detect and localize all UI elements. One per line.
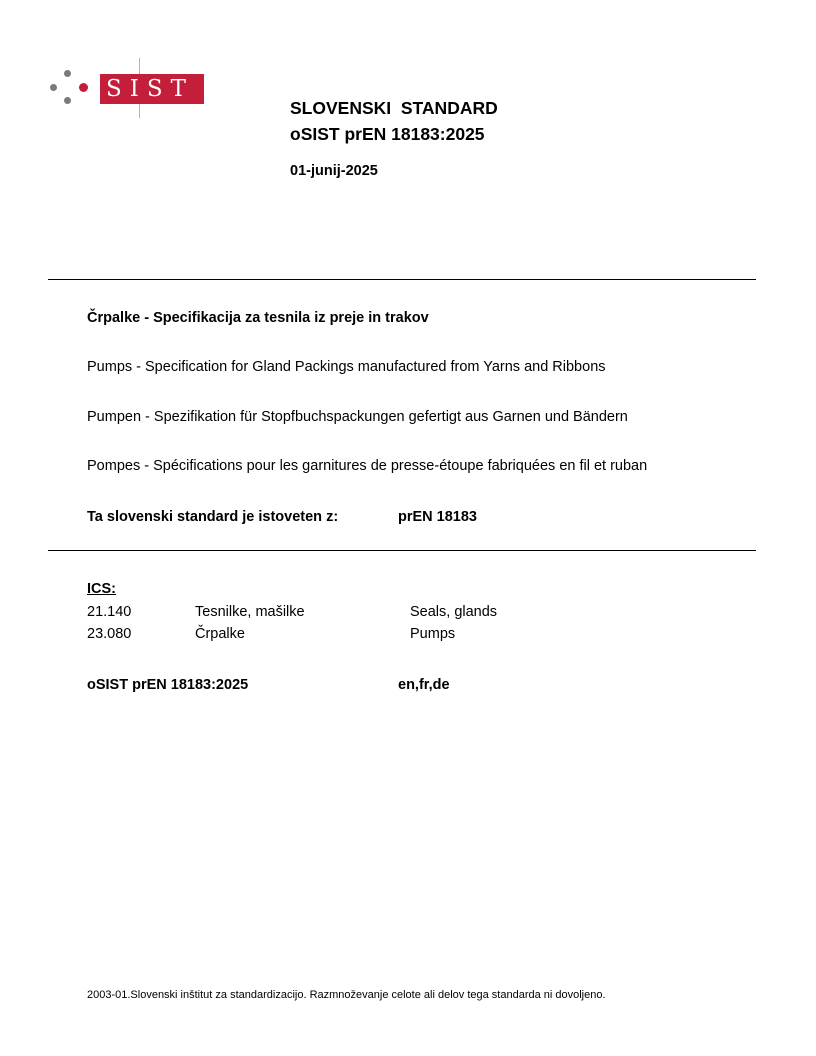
- standard-type: SLOVENSKI STANDARD: [290, 98, 498, 118]
- ics-title-en: Seals, glands: [410, 604, 498, 620]
- logo-dot-icon: [64, 70, 71, 77]
- ics-title-sl: Črpalke: [195, 626, 245, 642]
- title-slovenian: Črpalke - Specifikacija za tesnila iz preje in trakov: [87, 310, 429, 326]
- logo-text: SIST: [100, 74, 204, 104]
- ics-heading: ICS:: [87, 581, 116, 597]
- standard-code: oSIST prEN 18183:2025: [290, 124, 485, 144]
- title-english: Pumps - Specification for Gland Packings manufactured from Yarns and Ribbons: [87, 359, 606, 375]
- logo-dot-icon: [50, 84, 57, 91]
- ics-code: 21.140: [87, 604, 132, 620]
- divider-bottom: [48, 550, 756, 551]
- divider-top: [48, 279, 756, 280]
- title-french: Pompes - Spécifications pour les garnitures de presse-étoupe fabriquées en fil et ruban: [87, 458, 648, 474]
- copyright-footer: 2003-01.Slovenski inštitut za standardizacijo. Razmnoževanje celote ali delov tega standarda ni dovoljeno.: [87, 989, 606, 1001]
- ics-title-en: Pumps: [410, 626, 456, 642]
- title-german: Pumpen - Spezifikation für Stopfbuchspackungen gefertigt aus Garnen und Bändern: [87, 409, 628, 425]
- logo-dot-icon: [64, 97, 71, 104]
- identical-value: prEN 18183: [398, 509, 477, 525]
- publication-date: 01-junij-2025: [290, 163, 378, 179]
- identical-label: Ta slovenski standard je istoveten z:: [87, 509, 339, 525]
- designation-languages: en,fr,de: [398, 677, 450, 693]
- sist-logo: [48, 58, 208, 120]
- ics-title-sl: Tesnilke, mašilke: [195, 604, 305, 620]
- logo-dot-icon: [79, 83, 88, 92]
- designation-code: oSIST prEN 18183:2025: [87, 677, 249, 693]
- ics-code: 23.080: [87, 626, 132, 642]
- standard-heading: [290, 95, 498, 147]
